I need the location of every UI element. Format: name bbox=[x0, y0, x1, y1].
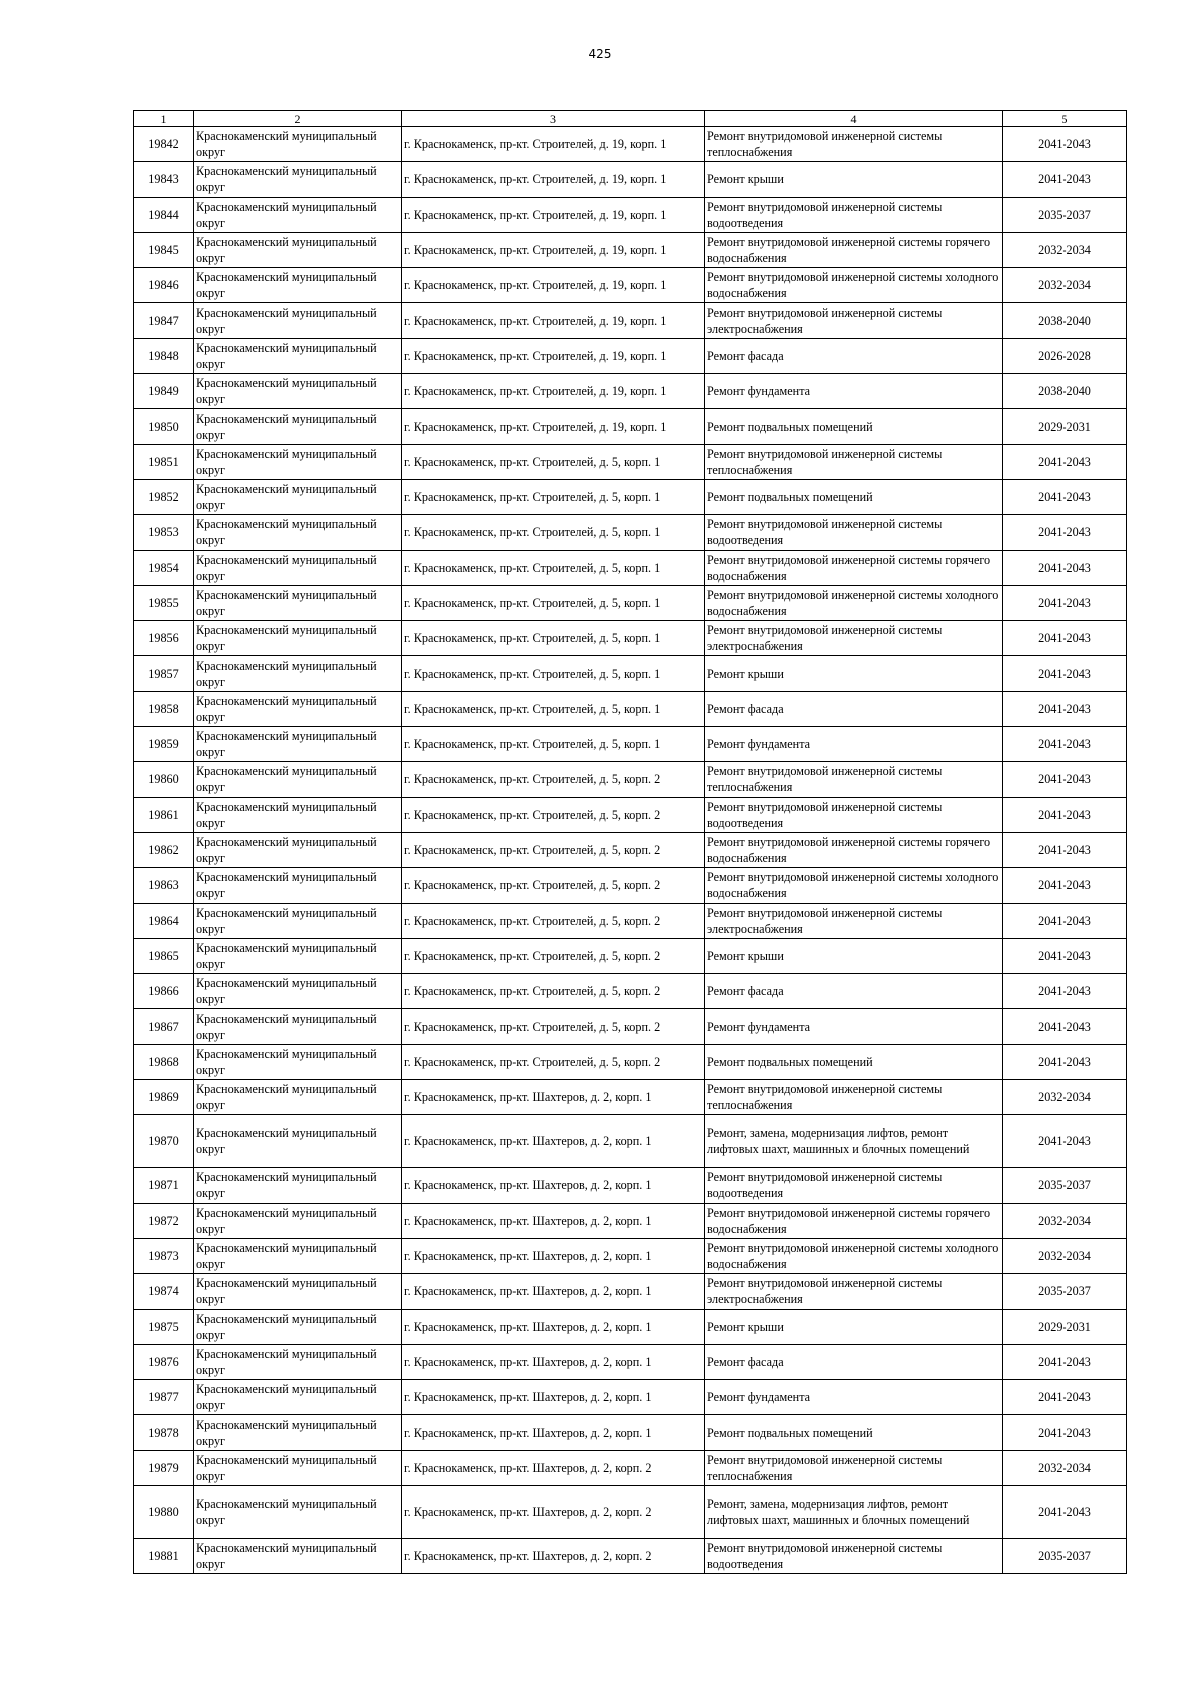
row-number: 19867 bbox=[134, 1009, 194, 1044]
address-cell: г. Краснокаменск, пр-кт. Шахтеров, д. 2, корп. 1 bbox=[402, 1238, 705, 1273]
address-cell: г. Краснокаменск, пр-кт. Строителей, д. 19, корп. 1 bbox=[402, 374, 705, 409]
table-row bbox=[134, 444, 1127, 479]
period-cell: 2029-2031 bbox=[1003, 1309, 1127, 1344]
district-cell: Краснокаменский муниципальный округ bbox=[194, 197, 402, 232]
work-type-cell: Ремонт подвальных помещений bbox=[705, 409, 1003, 444]
work-type-cell: Ремонт крыши bbox=[705, 656, 1003, 691]
table-row bbox=[134, 338, 1127, 373]
work-type-cell: Ремонт внутридомовой инженерной системы холодного водоснабжения bbox=[705, 868, 1003, 903]
district-cell: Краснокаменский муниципальный округ bbox=[194, 127, 402, 162]
address-cell: г. Краснокаменск, пр-кт. Строителей, д. 5, корп. 2 bbox=[402, 868, 705, 903]
row-number: 19876 bbox=[134, 1344, 194, 1379]
table-row bbox=[134, 197, 1127, 232]
table-row bbox=[134, 1080, 1127, 1115]
district-cell: Краснокаменский муниципальный округ bbox=[194, 162, 402, 197]
period-cell: 2041-2043 bbox=[1003, 691, 1127, 726]
row-number: 19856 bbox=[134, 621, 194, 656]
row-number: 19864 bbox=[134, 903, 194, 938]
table-row bbox=[134, 1238, 1127, 1273]
period-cell: 2041-2043 bbox=[1003, 1044, 1127, 1079]
period-cell: 2041-2043 bbox=[1003, 1485, 1127, 1538]
table-row bbox=[134, 515, 1127, 550]
address-cell: г. Краснокаменск, пр-кт. Шахтеров, д. 2, корп. 1 bbox=[402, 1115, 705, 1168]
work-type-cell: Ремонт внутридомовой инженерной системы теплоснабжения bbox=[705, 127, 1003, 162]
district-cell: Краснокаменский муниципальный округ bbox=[194, 1168, 402, 1203]
address-cell: г. Краснокаменск, пр-кт. Строителей, д. 19, корп. 1 bbox=[402, 127, 705, 162]
row-number: 19846 bbox=[134, 268, 194, 303]
period-cell: 2032-2034 bbox=[1003, 1203, 1127, 1238]
row-number: 19860 bbox=[134, 762, 194, 797]
work-type-cell: Ремонт, замена, модернизация лифтов, ремонт лифтовых шахт, машинных и блочных помещений bbox=[705, 1115, 1003, 1168]
table-row bbox=[134, 1168, 1127, 1203]
period-cell: 2035-2037 bbox=[1003, 197, 1127, 232]
period-cell: 2041-2043 bbox=[1003, 162, 1127, 197]
row-number: 19849 bbox=[134, 374, 194, 409]
district-cell: Краснокаменский муниципальный округ bbox=[194, 303, 402, 338]
period-cell: 2041-2043 bbox=[1003, 832, 1127, 867]
address-cell: г. Краснокаменск, пр-кт. Строителей, д. 5, корп. 2 bbox=[402, 832, 705, 867]
district-cell: Краснокаменский муниципальный округ bbox=[194, 232, 402, 267]
period-cell: 2041-2043 bbox=[1003, 515, 1127, 550]
address-cell: г. Краснокаменск, пр-кт. Шахтеров, д. 2, корп. 1 bbox=[402, 1309, 705, 1344]
table-row bbox=[134, 232, 1127, 267]
district-cell: Краснокаменский муниципальный округ bbox=[194, 374, 402, 409]
column-header: 5 bbox=[1003, 111, 1127, 127]
table-row bbox=[134, 303, 1127, 338]
row-number: 19852 bbox=[134, 479, 194, 514]
row-number: 19879 bbox=[134, 1450, 194, 1485]
address-cell: г. Краснокаменск, пр-кт. Шахтеров, д. 2, корп. 1 bbox=[402, 1380, 705, 1415]
period-cell: 2041-2043 bbox=[1003, 1380, 1127, 1415]
district-cell: Краснокаменский муниципальный округ bbox=[194, 1450, 402, 1485]
district-cell: Краснокаменский муниципальный округ bbox=[194, 550, 402, 585]
address-cell: г. Краснокаменск, пр-кт. Строителей, д. 5, корп. 1 bbox=[402, 515, 705, 550]
period-cell: 2032-2034 bbox=[1003, 1238, 1127, 1273]
work-type-cell: Ремонт внутридомовой инженерной системы электроснабжения bbox=[705, 303, 1003, 338]
row-number: 19842 bbox=[134, 127, 194, 162]
period-cell: 2032-2034 bbox=[1003, 1450, 1127, 1485]
work-type-cell: Ремонт фасада bbox=[705, 974, 1003, 1009]
period-cell: 2035-2037 bbox=[1003, 1538, 1127, 1573]
period-cell: 2038-2040 bbox=[1003, 303, 1127, 338]
row-number: 19880 bbox=[134, 1485, 194, 1538]
work-type-cell: Ремонт внутридомовой инженерной системы водоотведения bbox=[705, 197, 1003, 232]
work-type-cell: Ремонт фасада bbox=[705, 1344, 1003, 1379]
table-row bbox=[134, 268, 1127, 303]
table-row bbox=[134, 479, 1127, 514]
address-cell: г. Краснокаменск, пр-кт. Строителей, д. 19, корп. 1 bbox=[402, 338, 705, 373]
period-cell: 2041-2043 bbox=[1003, 1115, 1127, 1168]
period-cell: 2041-2043 bbox=[1003, 1344, 1127, 1379]
address-cell: г. Краснокаменск, пр-кт. Строителей, д. 5, корп. 1 bbox=[402, 479, 705, 514]
address-cell: г. Краснокаменск, пр-кт. Строителей, д. 5, корп. 2 bbox=[402, 938, 705, 973]
table-row bbox=[134, 974, 1127, 1009]
district-cell: Краснокаменский муниципальный округ bbox=[194, 338, 402, 373]
address-cell: г. Краснокаменск, пр-кт. Строителей, д. 5, корп. 1 bbox=[402, 656, 705, 691]
column-number-row bbox=[134, 111, 1127, 127]
table-row bbox=[134, 797, 1127, 832]
row-number: 19848 bbox=[134, 338, 194, 373]
district-cell: Краснокаменский муниципальный округ bbox=[194, 1238, 402, 1273]
work-type-cell: Ремонт внутридомовой инженерной системы водоотведения bbox=[705, 1538, 1003, 1573]
address-cell: г. Краснокаменск, пр-кт. Шахтеров, д. 2, корп. 2 bbox=[402, 1538, 705, 1573]
table-row bbox=[134, 621, 1127, 656]
row-number: 19844 bbox=[134, 197, 194, 232]
work-type-cell: Ремонт подвальных помещений bbox=[705, 479, 1003, 514]
district-cell: Краснокаменский муниципальный округ bbox=[194, 444, 402, 479]
address-cell: г. Краснокаменск, пр-кт. Строителей, д. 5, корп. 2 bbox=[402, 903, 705, 938]
table-row bbox=[134, 1203, 1127, 1238]
period-cell: 2035-2037 bbox=[1003, 1168, 1127, 1203]
address-cell: г. Краснокаменск, пр-кт. Строителей, д. 5, корп. 1 bbox=[402, 550, 705, 585]
work-type-cell: Ремонт фундамента bbox=[705, 1009, 1003, 1044]
table-row bbox=[134, 1485, 1127, 1538]
row-number: 19870 bbox=[134, 1115, 194, 1168]
work-type-cell: Ремонт внутридомовой инженерной системы водоотведения bbox=[705, 1168, 1003, 1203]
address-cell: г. Краснокаменск, пр-кт. Шахтеров, д. 2, корп. 2 bbox=[402, 1485, 705, 1538]
work-type-cell: Ремонт внутридомовой инженерной системы электроснабжения bbox=[705, 1274, 1003, 1309]
work-type-cell: Ремонт внутридомовой инженерной системы водоотведения bbox=[705, 515, 1003, 550]
work-type-cell: Ремонт внутридомовой инженерной системы горячего водоснабжения bbox=[705, 550, 1003, 585]
work-type-cell: Ремонт внутридомовой инженерной системы электроснабжения bbox=[705, 903, 1003, 938]
address-cell: г. Краснокаменск, пр-кт. Строителей, д. 5, корп. 2 bbox=[402, 762, 705, 797]
row-number: 19858 bbox=[134, 691, 194, 726]
address-cell: г. Краснокаменск, пр-кт. Шахтеров, д. 2, корп. 2 bbox=[402, 1450, 705, 1485]
district-cell: Краснокаменский муниципальный округ bbox=[194, 1080, 402, 1115]
period-cell: 2032-2034 bbox=[1003, 268, 1127, 303]
district-cell: Краснокаменский муниципальный округ bbox=[194, 797, 402, 832]
table-row bbox=[134, 1115, 1127, 1168]
row-number: 19847 bbox=[134, 303, 194, 338]
work-type-cell: Ремонт крыши bbox=[705, 162, 1003, 197]
period-cell: 2041-2043 bbox=[1003, 868, 1127, 903]
district-cell: Краснокаменский муниципальный округ bbox=[194, 1115, 402, 1168]
district-cell: Краснокаменский муниципальный округ bbox=[194, 1538, 402, 1573]
district-cell: Краснокаменский муниципальный округ bbox=[194, 974, 402, 1009]
address-cell: г. Краснокаменск, пр-кт. Шахтеров, д. 2, корп. 1 bbox=[402, 1344, 705, 1379]
work-type-cell: Ремонт внутридомовой инженерной системы горячего водоснабжения bbox=[705, 832, 1003, 867]
column-header: 3 bbox=[402, 111, 705, 127]
row-number: 19875 bbox=[134, 1309, 194, 1344]
district-cell: Краснокаменский муниципальный округ bbox=[194, 832, 402, 867]
period-cell: 2041-2043 bbox=[1003, 974, 1127, 1009]
work-type-cell: Ремонт подвальных помещений bbox=[705, 1044, 1003, 1079]
table-row bbox=[134, 1380, 1127, 1415]
registry-table bbox=[133, 110, 1127, 1574]
work-type-cell: Ремонт внутридомовой инженерной системы теплоснабжения bbox=[705, 444, 1003, 479]
row-number: 19866 bbox=[134, 974, 194, 1009]
table-row bbox=[134, 550, 1127, 585]
work-type-cell: Ремонт внутридомовой инженерной системы горячего водоснабжения bbox=[705, 232, 1003, 267]
work-type-cell: Ремонт внутридомовой инженерной системы холодного водоснабжения bbox=[705, 585, 1003, 620]
district-cell: Краснокаменский муниципальный округ bbox=[194, 727, 402, 762]
district-cell: Краснокаменский муниципальный округ bbox=[194, 1415, 402, 1450]
work-type-cell: Ремонт внутридомовой инженерной системы теплоснабжения bbox=[705, 1080, 1003, 1115]
table-row bbox=[134, 1344, 1127, 1379]
row-number: 19859 bbox=[134, 727, 194, 762]
district-cell: Краснокаменский муниципальный округ bbox=[194, 409, 402, 444]
table-row bbox=[134, 1274, 1127, 1309]
table-row bbox=[134, 409, 1127, 444]
row-number: 19881 bbox=[134, 1538, 194, 1573]
column-header: 2 bbox=[194, 111, 402, 127]
address-cell: г. Краснокаменск, пр-кт. Строителей, д. 5, корп. 2 bbox=[402, 797, 705, 832]
work-type-cell: Ремонт фундамента bbox=[705, 727, 1003, 762]
address-cell: г. Краснокаменск, пр-кт. Шахтеров, д. 2, корп. 1 bbox=[402, 1274, 705, 1309]
work-type-cell: Ремонт фасада bbox=[705, 338, 1003, 373]
address-cell: г. Краснокаменск, пр-кт. Строителей, д. 19, корп. 1 bbox=[402, 197, 705, 232]
address-cell: г. Краснокаменск, пр-кт. Строителей, д. 19, корп. 1 bbox=[402, 232, 705, 267]
table-row bbox=[134, 938, 1127, 973]
district-cell: Краснокаменский муниципальный округ bbox=[194, 585, 402, 620]
address-cell: г. Краснокаменск, пр-кт. Шахтеров, д. 2, корп. 1 bbox=[402, 1203, 705, 1238]
period-cell: 2041-2043 bbox=[1003, 903, 1127, 938]
work-type-cell: Ремонт фасада bbox=[705, 691, 1003, 726]
table-row bbox=[134, 1415, 1127, 1450]
work-type-cell: Ремонт внутридомовой инженерной системы теплоснабжения bbox=[705, 762, 1003, 797]
address-cell: г. Краснокаменск, пр-кт. Строителей, д. 19, корп. 1 bbox=[402, 409, 705, 444]
period-cell: 2041-2043 bbox=[1003, 479, 1127, 514]
row-number: 19873 bbox=[134, 1238, 194, 1273]
table-row bbox=[134, 1538, 1127, 1573]
address-cell: г. Краснокаменск, пр-кт. Строителей, д. 5, корп. 1 bbox=[402, 621, 705, 656]
period-cell: 2029-2031 bbox=[1003, 409, 1127, 444]
address-cell: г. Краснокаменск, пр-кт. Строителей, д. 5, корп. 2 bbox=[402, 1009, 705, 1044]
address-cell: г. Краснокаменск, пр-кт. Строителей, д. 19, корп. 1 bbox=[402, 303, 705, 338]
work-type-cell: Ремонт внутридомовой инженерной системы холодного водоснабжения bbox=[705, 268, 1003, 303]
table-row bbox=[134, 762, 1127, 797]
work-type-cell: Ремонт внутридомовой инженерной системы электроснабжения bbox=[705, 621, 1003, 656]
row-number: 19851 bbox=[134, 444, 194, 479]
column-header: 1 bbox=[134, 111, 194, 127]
table-row bbox=[134, 127, 1127, 162]
address-cell: г. Краснокаменск, пр-кт. Строителей, д. 5, корп. 2 bbox=[402, 1044, 705, 1079]
period-cell: 2041-2043 bbox=[1003, 797, 1127, 832]
work-type-cell: Ремонт внутридомовой инженерной системы водоотведения bbox=[705, 797, 1003, 832]
district-cell: Краснокаменский муниципальный округ bbox=[194, 868, 402, 903]
table-row bbox=[134, 832, 1127, 867]
period-cell: 2041-2043 bbox=[1003, 762, 1127, 797]
column-header: 4 bbox=[705, 111, 1003, 127]
address-cell: г. Краснокаменск, пр-кт. Строителей, д. 5, корп. 1 bbox=[402, 585, 705, 620]
table-row bbox=[134, 585, 1127, 620]
district-cell: Краснокаменский муниципальный округ bbox=[194, 1380, 402, 1415]
period-cell: 2041-2043 bbox=[1003, 938, 1127, 973]
district-cell: Краснокаменский муниципальный округ bbox=[194, 1309, 402, 1344]
period-cell: 2032-2034 bbox=[1003, 232, 1127, 267]
row-number: 19874 bbox=[134, 1274, 194, 1309]
district-cell: Краснокаменский муниципальный округ bbox=[194, 762, 402, 797]
district-cell: Краснокаменский муниципальный округ bbox=[194, 1009, 402, 1044]
row-number: 19868 bbox=[134, 1044, 194, 1079]
district-cell: Краснокаменский муниципальный округ bbox=[194, 1203, 402, 1238]
period-cell: 2041-2043 bbox=[1003, 656, 1127, 691]
work-type-cell: Ремонт крыши bbox=[705, 1309, 1003, 1344]
row-number: 19854 bbox=[134, 550, 194, 585]
table-row bbox=[134, 1044, 1127, 1079]
district-cell: Краснокаменский муниципальный округ bbox=[194, 515, 402, 550]
district-cell: Краснокаменский муниципальный округ bbox=[194, 938, 402, 973]
district-cell: Краснокаменский муниципальный округ bbox=[194, 268, 402, 303]
row-number: 19865 bbox=[134, 938, 194, 973]
row-number: 19878 bbox=[134, 1415, 194, 1450]
district-cell: Краснокаменский муниципальный округ bbox=[194, 691, 402, 726]
district-cell: Краснокаменский муниципальный округ bbox=[194, 479, 402, 514]
period-cell: 2041-2043 bbox=[1003, 127, 1127, 162]
row-number: 19845 bbox=[134, 232, 194, 267]
district-cell: Краснокаменский муниципальный округ bbox=[194, 621, 402, 656]
period-cell: 2026-2028 bbox=[1003, 338, 1127, 373]
address-cell: г. Краснокаменск, пр-кт. Шахтеров, д. 2, корп. 1 bbox=[402, 1080, 705, 1115]
work-type-cell: Ремонт фундамента bbox=[705, 1380, 1003, 1415]
period-cell: 2041-2043 bbox=[1003, 727, 1127, 762]
row-number: 19857 bbox=[134, 656, 194, 691]
district-cell: Краснокаменский муниципальный округ bbox=[194, 656, 402, 691]
table-row bbox=[134, 374, 1127, 409]
table-row bbox=[134, 1009, 1127, 1044]
address-cell: г. Краснокаменск, пр-кт. Строителей, д. 5, корп. 1 bbox=[402, 444, 705, 479]
table-row bbox=[134, 1309, 1127, 1344]
period-cell: 2041-2043 bbox=[1003, 585, 1127, 620]
table-body bbox=[134, 127, 1127, 1574]
period-cell: 2038-2040 bbox=[1003, 374, 1127, 409]
period-cell: 2041-2043 bbox=[1003, 1009, 1127, 1044]
period-cell: 2041-2043 bbox=[1003, 444, 1127, 479]
row-number: 19872 bbox=[134, 1203, 194, 1238]
period-cell: 2041-2043 bbox=[1003, 550, 1127, 585]
page-number: 425 bbox=[588, 47, 612, 61]
period-cell: 2035-2037 bbox=[1003, 1274, 1127, 1309]
period-cell: 2032-2034 bbox=[1003, 1080, 1127, 1115]
table-row bbox=[134, 691, 1127, 726]
table-row bbox=[134, 656, 1127, 691]
district-cell: Краснокаменский муниципальный округ bbox=[194, 1485, 402, 1538]
address-cell: г. Краснокаменск, пр-кт. Шахтеров, д. 2, корп. 1 bbox=[402, 1415, 705, 1450]
row-number: 19877 bbox=[134, 1380, 194, 1415]
work-type-cell: Ремонт подвальных помещений bbox=[705, 1415, 1003, 1450]
district-cell: Краснокаменский муниципальный округ bbox=[194, 1274, 402, 1309]
address-cell: г. Краснокаменск, пр-кт. Строителей, д. 19, корп. 1 bbox=[402, 162, 705, 197]
row-number: 19843 bbox=[134, 162, 194, 197]
work-type-cell: Ремонт, замена, модернизация лифтов, ремонт лифтовых шахт, машинных и блочных помещений bbox=[705, 1485, 1003, 1538]
row-number: 19850 bbox=[134, 409, 194, 444]
work-type-cell: Ремонт крыши bbox=[705, 938, 1003, 973]
address-cell: г. Краснокаменск, пр-кт. Строителей, д. 5, корп. 1 bbox=[402, 727, 705, 762]
row-number: 19869 bbox=[134, 1080, 194, 1115]
address-cell: г. Краснокаменск, пр-кт. Строителей, д. 5, корп. 2 bbox=[402, 974, 705, 1009]
table-row bbox=[134, 903, 1127, 938]
row-number: 19863 bbox=[134, 868, 194, 903]
work-type-cell: Ремонт внутридомовой инженерной системы теплоснабжения bbox=[705, 1450, 1003, 1485]
row-number: 19855 bbox=[134, 585, 194, 620]
work-type-cell: Ремонт внутридомовой инженерной системы холодного водоснабжения bbox=[705, 1238, 1003, 1273]
district-cell: Краснокаменский муниципальный округ bbox=[194, 1344, 402, 1379]
row-number: 19862 bbox=[134, 832, 194, 867]
address-cell: г. Краснокаменск, пр-кт. Строителей, д. 5, корп. 1 bbox=[402, 691, 705, 726]
table-row bbox=[134, 727, 1127, 762]
table-row bbox=[134, 868, 1127, 903]
row-number: 19861 bbox=[134, 797, 194, 832]
row-number: 19871 bbox=[134, 1168, 194, 1203]
work-type-cell: Ремонт внутридомовой инженерной системы горячего водоснабжения bbox=[705, 1203, 1003, 1238]
address-cell: г. Краснокаменск, пр-кт. Шахтеров, д. 2, корп. 1 bbox=[402, 1168, 705, 1203]
period-cell: 2041-2043 bbox=[1003, 1415, 1127, 1450]
address-cell: г. Краснокаменск, пр-кт. Строителей, д. 19, корп. 1 bbox=[402, 268, 705, 303]
district-cell: Краснокаменский муниципальный округ bbox=[194, 1044, 402, 1079]
table-row bbox=[134, 1450, 1127, 1485]
table-row bbox=[134, 162, 1127, 197]
work-type-cell: Ремонт фундамента bbox=[705, 374, 1003, 409]
period-cell: 2041-2043 bbox=[1003, 621, 1127, 656]
row-number: 19853 bbox=[134, 515, 194, 550]
district-cell: Краснокаменский муниципальный округ bbox=[194, 903, 402, 938]
